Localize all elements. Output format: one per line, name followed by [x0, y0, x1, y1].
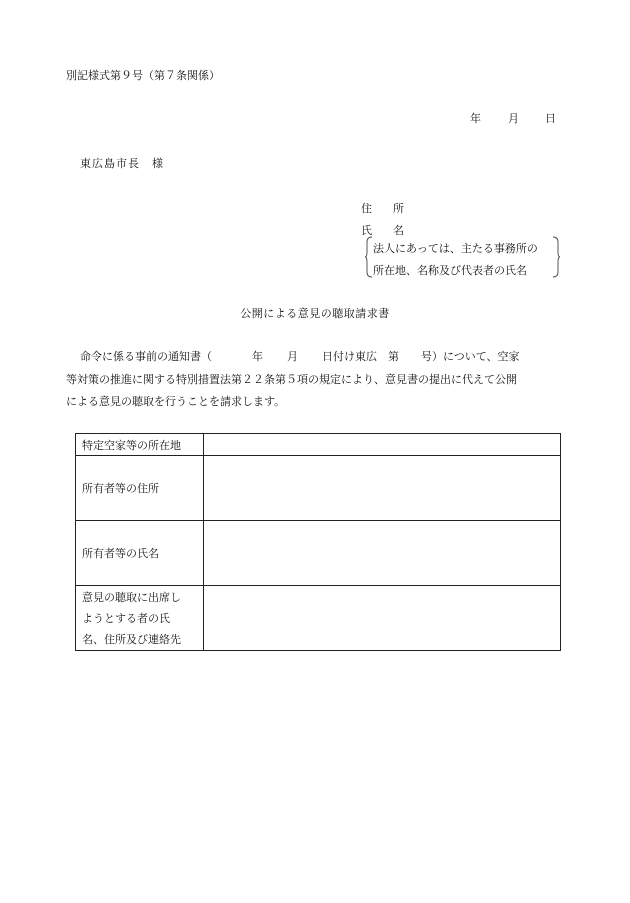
body-line1-year: 年	[252, 350, 263, 363]
attendee-info-label-line2: ようとする者の氏	[82, 611, 170, 625]
address-label-char2: 所	[393, 202, 404, 215]
address-label-char1: 住	[361, 202, 372, 215]
corporate-note-line1: 法人にあっては、主たる事務所の	[373, 242, 538, 255]
body-line1-end: 号）について、空家	[421, 350, 520, 363]
owner-name-label: 所有者等の氏名	[76, 521, 204, 586]
address-label	[361, 200, 404, 216]
body-line-3: による意見の聴取を行うことを請求します。	[66, 395, 286, 408]
body-line1-start: 命令に係る事前の通知書（	[80, 350, 212, 363]
corporate-note-line2: 所在地、名称及び代表者の氏名	[373, 264, 527, 277]
date-year-label: 年	[470, 112, 481, 125]
name-label-char1: 氏	[361, 224, 372, 237]
attendee-info-label	[76, 586, 204, 651]
request-details-table	[75, 433, 561, 651]
corporate-note	[365, 236, 560, 278]
owner-address-field[interactable]	[204, 456, 561, 521]
table-row	[76, 456, 561, 521]
attendee-info-field[interactable]	[204, 586, 561, 651]
table-row	[76, 434, 561, 456]
table-row	[76, 521, 561, 586]
form-reference: 別記様式第９号（第７条関係）	[66, 69, 220, 82]
body-line-1	[66, 346, 566, 369]
request-body	[66, 346, 566, 414]
vacant-house-location-field[interactable]	[204, 434, 561, 456]
attendee-info-label-line3: 名、住所及び連絡先	[82, 632, 181, 646]
body-line1-month: 月	[287, 350, 298, 363]
addressee: 東広島市長 様	[80, 157, 164, 170]
name-label-char2: 名	[393, 224, 404, 237]
date-day-label: 日	[545, 112, 556, 125]
date-month-label: 月	[508, 112, 519, 125]
table-row	[76, 586, 561, 651]
document-title: 公開による意見の聴取請求書	[240, 307, 390, 320]
body-line1-date: 日付け東広	[322, 350, 377, 363]
vacant-house-location-label: 特定空家等の所在地	[76, 434, 204, 456]
body-line1-no: 第	[388, 350, 399, 363]
owner-name-field[interactable]	[204, 521, 561, 586]
attendee-info-label-line1: 意見の聴取に出席し	[82, 590, 181, 604]
owner-address-label: 所有者等の住所	[76, 456, 204, 521]
body-line-2: 等対策の推進に関する特別措置法第２２条第５項の規定により、意見書の提出に代えて公開	[66, 372, 517, 386]
